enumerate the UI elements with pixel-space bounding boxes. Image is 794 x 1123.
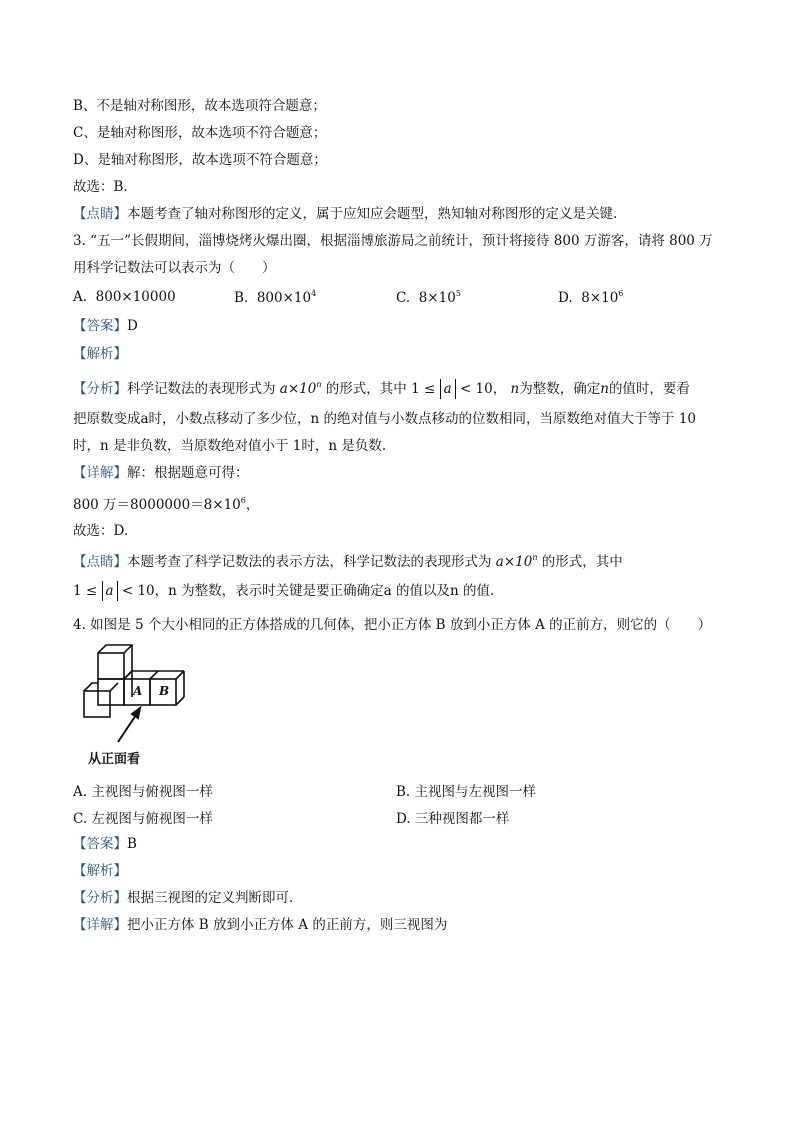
- dianjing-text-1a: 本题考查了科学记数法的表示方法，科学记数法的表现形式为: [127, 554, 492, 570]
- q3-option-b: [234, 289, 316, 306]
- q3-option-a-label: A.: [73, 289, 88, 305]
- q3-fenxi-line-1: [73, 376, 690, 399]
- dianjing-text-2c: < 10，n 为整数，表示时关键是要正确确定a 的值以及n 的值.: [121, 583, 495, 599]
- dianjing-ineq-left: 1 ≤: [73, 583, 98, 599]
- choice-line: 故选：B.: [73, 179, 128, 195]
- comment-line: [73, 205, 617, 223]
- q3-fenxi-line-3: 时，n 是非负数，当原数绝对值小于 1时，n 是负数.: [73, 438, 387, 454]
- q3-option-a: [73, 289, 176, 305]
- q3-answer-line: [73, 317, 138, 335]
- abs-a: a: [440, 379, 456, 399]
- comment-tag: 【点睛】: [73, 206, 127, 222]
- calc-end: ，: [245, 497, 260, 513]
- dianjing-text-1c: 的形式，其中: [541, 554, 623, 570]
- question-3-line-2: 用科学记数法可以表示为（ ）: [73, 260, 276, 276]
- xiangjie-text: 解：根据题意可得：: [127, 465, 249, 481]
- dianjing-tag: 【点睛】: [73, 554, 127, 570]
- q3-dianjing-line-1: [73, 549, 623, 571]
- q4-xiangjie-tag: 【详解】: [73, 917, 127, 933]
- q4-option-c: C. 左视图与俯视图一样: [73, 811, 213, 827]
- q4-analysis-heading: [73, 862, 127, 880]
- q4-answer-line: [73, 835, 137, 853]
- q3-option-d-base: 8×10: [581, 290, 619, 306]
- solution-line-d: D、是轴对称图形，故本选项不符合题意；: [73, 152, 327, 168]
- q3-option-c-exp: 5: [455, 289, 461, 298]
- q3-fenxi-line-2: 把原数变成a时，小数点移动了多少位，n 的绝对值与小数点移动的位数相同，当原数绝对值大于等于 10: [73, 411, 697, 427]
- q4-answer-tag: 【答案】: [73, 836, 127, 852]
- q3-option-c-label: C.: [396, 290, 411, 306]
- q4-fenxi-text: 根据三视图的定义判断即可.: [127, 890, 294, 906]
- question-4-line: 4. 如图是 5 个大小相同的正方体搭成的几何体，把小正方体 B 放到小正方体 A 的正前方，则它的（ ）: [73, 617, 712, 633]
- fenxi-n2: n: [600, 381, 609, 397]
- question-3-line-1: 3. “五一”长假期间，淄博烧烤火爆出圈，根据淄博旅游局之前统计，预计将接待 800 万游客，请将 800 万: [73, 233, 713, 249]
- analysis-tag: 【解析】: [73, 346, 127, 362]
- q3-dianjing-line-2: [73, 581, 494, 601]
- comment-text: 本题考查了轴对称图形的定义，属于应知应会题型，熟知轴对称图形的定义是关键.: [127, 206, 618, 222]
- cube-figure: [80, 640, 200, 770]
- q3-xiangjie-line: [73, 464, 249, 482]
- abs-a-2: a: [102, 581, 118, 601]
- answer-value: D: [127, 318, 138, 334]
- q3-option-d-exp: 6: [618, 289, 624, 298]
- fenxi-text-1c: 的形式，其中: [325, 381, 407, 397]
- q4-xiangjie-line: [73, 916, 447, 934]
- q4-option-d: D. 三种视图都一样: [396, 811, 510, 827]
- calc-text: 800 万＝8000000＝8×10: [73, 497, 241, 513]
- view-direction-label: 从正面看: [88, 752, 141, 767]
- dianjing-formula: $a\times 10^n$: [495, 553, 538, 570]
- cube-label-a: A: [133, 684, 143, 698]
- fenxi-formula: $a\times 10^n$: [279, 380, 322, 397]
- q3-option-d-label: D.: [558, 290, 573, 306]
- fenxi-ineq-left: 1 ≤: [411, 381, 436, 397]
- q3-analysis-heading: [73, 345, 127, 363]
- xiangjie-tag: 【详解】: [73, 465, 127, 481]
- q4-xiangjie-text: 把小正方体 B 放到小正方体 A 的正前方，则三视图为: [127, 917, 448, 933]
- q4-answer-value: B: [127, 836, 137, 852]
- q3-option-c: [396, 289, 461, 306]
- fenxi-text-1a: 科学记数法的表现形式为: [127, 381, 276, 397]
- q3-option-b-base: 800×10: [256, 290, 312, 306]
- q3-option-b-label: B.: [234, 290, 249, 306]
- fenxi-n: n: [510, 381, 520, 397]
- solution-line-b: B、不是轴对称图形，故本选项符合题意；: [73, 98, 326, 114]
- fenxi-text-1h: 为整数，确定: [519, 381, 601, 397]
- calc-exp: 6: [240, 496, 246, 505]
- q4-fenxi-line: [73, 889, 293, 907]
- q4-option-a: A. 主视图与俯视图一样: [73, 784, 213, 800]
- q4-fenxi-tag: 【分析】: [73, 890, 127, 906]
- q3-option-a-value: 800×10000: [95, 289, 176, 305]
- q3-choice-line: 故选：D.: [73, 523, 129, 539]
- q3-option-b-exp: 4: [311, 289, 317, 298]
- q3-option-c-base: 8×10: [418, 290, 456, 306]
- q3-calc-line: [73, 492, 259, 514]
- fenxi-tag: 【分析】: [73, 381, 127, 397]
- q4-option-b: B. 主视图与左视图一样: [396, 784, 537, 800]
- fenxi-ineq-right: < 10，: [459, 381, 507, 397]
- q3-option-d: [558, 289, 623, 306]
- q4-analysis-tag: 【解析】: [73, 863, 127, 879]
- answer-tag: 【答案】: [73, 318, 127, 334]
- fenxi-text-1j: 的值时，要看: [608, 381, 690, 397]
- solution-line-c: C、是轴对称图形，故本选项不符合题意；: [73, 125, 327, 141]
- cube-label-b: B: [159, 684, 170, 698]
